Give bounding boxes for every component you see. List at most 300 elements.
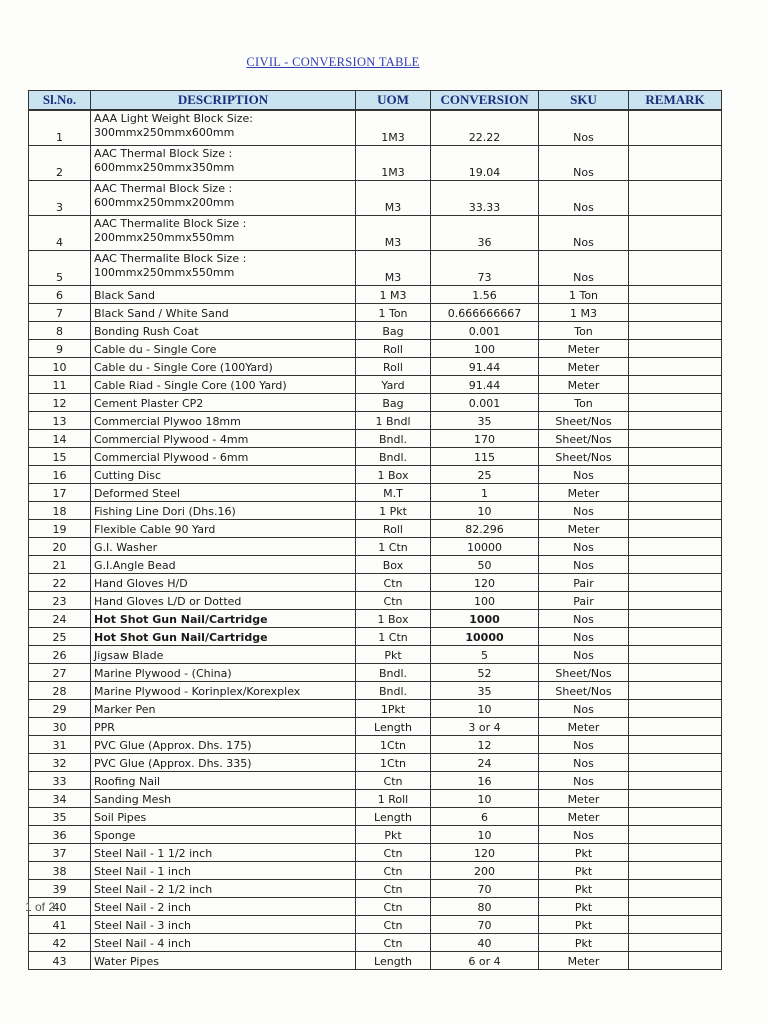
table-row [29,808,722,826]
cell-description [91,251,356,286]
cell-sku: 1 Ton [539,286,629,304]
cell-description [91,304,356,322]
cell-conversion: 22.22 [431,110,539,146]
cell-conversion: 1.56 [431,286,539,304]
description-line: AAC Thermalite Block Size : [94,252,247,265]
cell-conversion: 1000 [431,610,539,628]
description-line: Flexible Cable 90 Yard [94,523,216,537]
cell-conversion: 73 [431,251,539,286]
cell-sl-no: 23 [29,592,91,610]
cell-conversion: 91.44 [431,358,539,376]
cell-sl-no: 22 [29,574,91,592]
cell-sku: Pkt [539,844,629,862]
cell-sl-no: 31 [29,736,91,754]
cell-uom: M3 [356,181,431,216]
cell-sl-no: 14 [29,430,91,448]
cell-uom: Roll [356,340,431,358]
description-line: Marine Plywood - (China) [94,667,232,681]
page-number: 1 of 2 [25,900,56,914]
table-row [29,538,722,556]
cell-remark [629,251,722,286]
cell-remark [629,898,722,916]
description-line: Steel Nail - 2 inch [94,901,191,915]
cell-remark [629,556,722,574]
description-line: Cable du - Single Core (100Yard) [94,361,273,375]
cell-sl-no: 20 [29,538,91,556]
cell-description [91,448,356,466]
cell-sku: Meter [539,340,629,358]
description-line: AAC Thermal Block Size : [94,182,233,195]
cell-sl-no: 28 [29,682,91,700]
cell-uom: Pkt [356,646,431,664]
cell-uom: Length [356,952,431,970]
table-row [29,646,722,664]
cell-remark [629,790,722,808]
conversion-table [28,90,722,970]
cell-conversion: 200 [431,862,539,880]
cell-sku: Nos [539,556,629,574]
cell-remark [629,628,722,646]
cell-description [91,772,356,790]
cell-description [91,376,356,394]
cell-uom: 1 Bndl [356,412,431,430]
description-line: Cutting Disc [94,469,162,483]
cell-remark [629,952,722,970]
cell-description [91,736,356,754]
cell-sl-no: 16 [29,466,91,484]
table-row [29,520,722,538]
cell-conversion: 120 [431,574,539,592]
table-row [29,181,722,216]
description-line: Hand Gloves H/D [94,577,188,591]
table-row [29,664,722,682]
cell-conversion: 100 [431,592,539,610]
cell-sku: Sheet/Nos [539,412,629,430]
description-line: Commercial Plywood - 4mm [94,433,249,447]
cell-sku: Sheet/Nos [539,448,629,466]
cell-description [91,538,356,556]
cell-uom: M.T [356,484,431,502]
table-row [29,216,722,251]
cell-sku: Meter [539,358,629,376]
cell-sl-no: 6 [29,286,91,304]
cell-remark [629,538,722,556]
cell-remark [629,448,722,466]
cell-sl-no: 41 [29,916,91,934]
cell-remark [629,394,722,412]
cell-description [91,664,356,682]
cell-sku: Meter [539,718,629,736]
cell-uom: Ctn [356,862,431,880]
cell-uom: 1M3 [356,110,431,146]
cell-description [91,844,356,862]
cell-conversion: 50 [431,556,539,574]
document-title: CIVIL - CONVERSION TABLE [246,55,420,69]
cell-conversion: 25 [431,466,539,484]
cell-sl-no: 18 [29,502,91,520]
description-line: Deformed Steel [94,487,181,501]
cell-remark [629,646,722,664]
cell-sku: Meter [539,808,629,826]
cell-sku: Pkt [539,880,629,898]
cell-conversion: 19.04 [431,146,539,181]
cell-sku: Pair [539,574,629,592]
cell-remark [629,880,722,898]
cell-conversion: 6 or 4 [431,952,539,970]
description-line: Sanding Mesh [94,793,172,807]
cell-remark [629,916,722,934]
cell-sl-no: 29 [29,700,91,718]
cell-conversion: 12 [431,736,539,754]
description-line: Black Sand / White Sand [94,307,229,321]
cell-uom: 1 Ton [356,304,431,322]
table-row [29,376,722,394]
header-uom: UOM [356,91,431,111]
cell-conversion: 120 [431,844,539,862]
cell-remark [629,340,722,358]
description-line: Steel Nail - 3 inch [94,919,191,933]
cell-description [91,934,356,952]
cell-uom: Yard [356,376,431,394]
cell-uom: Roll [356,520,431,538]
description-line: Commercial Plywood - 6mm [94,451,249,465]
cell-sku: Pkt [539,934,629,952]
cell-sl-no: 17 [29,484,91,502]
cell-remark [629,146,722,181]
cell-uom: 1Pkt [356,700,431,718]
cell-sku: Sheet/Nos [539,664,629,682]
cell-sku: Nos [539,700,629,718]
cell-conversion: 0.666666667 [431,304,539,322]
cell-sl-no: 19 [29,520,91,538]
cell-uom: 1 Ctn [356,538,431,556]
header-description: DESCRIPTION [91,91,356,111]
table-row [29,952,722,970]
table-row [29,898,722,916]
cell-description [91,610,356,628]
cell-conversion: 10 [431,502,539,520]
cell-remark [629,862,722,880]
cell-description [91,502,356,520]
cell-sl-no: 4 [29,216,91,251]
cell-sku: Nos [539,251,629,286]
cell-uom: Length [356,808,431,826]
cell-sl-no: 1 [29,110,91,146]
description-line: Soil Pipes [94,811,147,825]
cell-description [91,430,356,448]
cell-sl-no: 12 [29,394,91,412]
cell-sku: Meter [539,952,629,970]
cell-uom: Bndl. [356,430,431,448]
cell-sku: 1 M3 [539,304,629,322]
table-row [29,592,722,610]
table-row [29,430,722,448]
cell-uom: 1 Roll [356,790,431,808]
cell-sl-no: 25 [29,628,91,646]
cell-uom: Ctn [356,898,431,916]
description-line: Cement Plaster CP2 [94,397,204,411]
cell-remark [629,700,722,718]
description-line: Cable Riad - Single Core (100 Yard) [94,379,287,393]
table-row [29,772,722,790]
cell-sl-no: 8 [29,322,91,340]
description-line: Hot Shot Gun Nail/Cartridge [94,613,268,627]
cell-sku: Ton [539,394,629,412]
cell-remark [629,934,722,952]
table-row [29,484,722,502]
table-row [29,790,722,808]
cell-sl-no: 30 [29,718,91,736]
cell-sku: Nos [539,146,629,181]
cell-description [91,952,356,970]
cell-description [91,682,356,700]
table-row [29,448,722,466]
cell-sku: Pkt [539,898,629,916]
cell-uom: Bag [356,322,431,340]
table-row [29,718,722,736]
cell-description [91,790,356,808]
description-line: Jigsaw Blade [94,649,164,663]
cell-uom: 1M3 [356,146,431,181]
cell-conversion: 10 [431,700,539,718]
description-line: PVC Glue (Approx. Dhs. 175) [94,739,252,753]
cell-uom: Ctn [356,844,431,862]
cell-description [91,181,356,216]
description-line: Water Pipes [94,955,159,969]
cell-uom: Bag [356,394,431,412]
cell-conversion: 36 [431,216,539,251]
table-row [29,574,722,592]
cell-description [91,146,356,181]
description-line: Cable du - Single Core [94,343,217,357]
cell-uom: M3 [356,216,431,251]
cell-description [91,646,356,664]
description-line: Hand Gloves L/D or Dotted [94,595,242,609]
cell-uom: 1 Ctn [356,628,431,646]
cell-sku: Nos [539,628,629,646]
cell-remark [629,808,722,826]
cell-conversion: 115 [431,448,539,466]
table-row [29,286,722,304]
cell-sku: Meter [539,520,629,538]
description-line: Fishing Line Dori (Dhs.16) [94,505,236,519]
cell-sl-no: 15 [29,448,91,466]
cell-description [91,898,356,916]
cell-conversion: 35 [431,682,539,700]
cell-sl-no: 37 [29,844,91,862]
cell-description [91,718,356,736]
table-header-row [29,91,722,111]
cell-conversion: 10000 [431,628,539,646]
table-row [29,110,722,146]
description-line: 300mmx250mmx600mm [94,126,235,140]
cell-sl-no: 26 [29,646,91,664]
cell-sl-no: 43 [29,952,91,970]
cell-conversion: 91.44 [431,376,539,394]
cell-description [91,520,356,538]
table-row [29,412,722,430]
cell-uom: Box [356,556,431,574]
cell-uom: Roll [356,358,431,376]
cell-sku: Nos [539,646,629,664]
description-line: Steel Nail - 4 inch [94,937,191,951]
cell-description [91,826,356,844]
cell-sl-no: 21 [29,556,91,574]
cell-conversion: 170 [431,430,539,448]
description-line: Black Sand [94,289,155,303]
cell-sl-no: 10 [29,358,91,376]
cell-conversion: 6 [431,808,539,826]
cell-sl-no: 36 [29,826,91,844]
description-line: 100mmx250mmx550mm [94,266,235,280]
cell-uom: 1Ctn [356,736,431,754]
table-row [29,251,722,286]
cell-description [91,754,356,772]
cell-remark [629,718,722,736]
cell-sl-no: 39 [29,880,91,898]
cell-conversion: 70 [431,916,539,934]
cell-sl-no: 40 [29,898,91,916]
cell-description [91,412,356,430]
cell-sku: Nos [539,502,629,520]
cell-sku: Nos [539,466,629,484]
table-row [29,934,722,952]
cell-conversion: 16 [431,772,539,790]
description-line: 200mmx250mmx550mm [94,231,235,245]
cell-remark [629,682,722,700]
cell-conversion: 0.001 [431,394,539,412]
table-row [29,322,722,340]
cell-sku: Meter [539,484,629,502]
cell-description [91,358,356,376]
cell-remark [629,181,722,216]
description-line: PVC Glue (Approx. Dhs. 335) [94,757,252,771]
cell-remark [629,574,722,592]
table-row [29,394,722,412]
cell-conversion: 5 [431,646,539,664]
cell-description [91,862,356,880]
cell-description [91,700,356,718]
table-body [29,110,722,970]
cell-uom: Length [356,718,431,736]
cell-conversion: 10 [431,826,539,844]
cell-sku: Sheet/Nos [539,682,629,700]
cell-conversion: 35 [431,412,539,430]
description-line: G.I. Washer [94,541,158,555]
cell-sku: Nos [539,538,629,556]
cell-uom: Ctn [356,772,431,790]
cell-description [91,808,356,826]
cell-uom: 1 Pkt [356,502,431,520]
cell-conversion: 33.33 [431,181,539,216]
cell-sku: Nos [539,216,629,251]
table-row [29,844,722,862]
cell-sl-no: 5 [29,251,91,286]
cell-remark [629,664,722,682]
cell-conversion: 3 or 4 [431,718,539,736]
table-row [29,826,722,844]
cell-uom: 1 M3 [356,286,431,304]
cell-description [91,286,356,304]
cell-remark [629,502,722,520]
description-line: Marker Pen [94,703,156,717]
cell-description [91,880,356,898]
cell-description [91,556,356,574]
cell-uom: 1 Box [356,610,431,628]
table-row [29,628,722,646]
cell-conversion: 80 [431,898,539,916]
cell-remark [629,430,722,448]
cell-conversion: 40 [431,934,539,952]
cell-uom: Ctn [356,916,431,934]
table-row [29,146,722,181]
cell-sku: Nos [539,754,629,772]
cell-conversion: 24 [431,754,539,772]
table-row [29,304,722,322]
table-row [29,556,722,574]
cell-sl-no: 11 [29,376,91,394]
cell-sku: Nos [539,826,629,844]
cell-conversion: 1 [431,484,539,502]
cell-sku: Pkt [539,916,629,934]
cell-sl-no: 7 [29,304,91,322]
cell-remark [629,110,722,146]
cell-uom: 1 Box [356,466,431,484]
cell-sl-no: 13 [29,412,91,430]
cell-uom: Pkt [356,826,431,844]
cell-remark [629,286,722,304]
table-row [29,736,722,754]
cell-sku: Pair [539,592,629,610]
cell-uom: M3 [356,251,431,286]
table-row [29,340,722,358]
description-line: AAA Light Weight Block Size: [94,112,253,125]
cell-description [91,916,356,934]
description-line: Hot Shot Gun Nail/Cartridge [94,631,268,645]
cell-description [91,110,356,146]
cell-sl-no: 9 [29,340,91,358]
table-row [29,466,722,484]
cell-uom: Bndl. [356,664,431,682]
table-row [29,610,722,628]
cell-sku: Pkt [539,862,629,880]
description-line: G.I.Angle Bead [94,559,176,573]
description-line: Commercial Plywoo 18mm [94,415,241,429]
table-row [29,682,722,700]
description-line: Roofing Nail [94,775,161,789]
cell-sku: Nos [539,736,629,754]
cell-sku: Meter [539,376,629,394]
cell-remark [629,216,722,251]
cell-description [91,592,356,610]
table-row [29,754,722,772]
description-line: Sponge [94,829,136,843]
cell-description [91,466,356,484]
cell-sku: Nos [539,110,629,146]
cell-remark [629,520,722,538]
cell-uom: Ctn [356,592,431,610]
header-conversion: CONVERSION [431,91,539,111]
cell-sl-no: 35 [29,808,91,826]
cell-sl-no: 2 [29,146,91,181]
cell-sl-no: 24 [29,610,91,628]
cell-remark [629,772,722,790]
cell-uom: Ctn [356,880,431,898]
table-row [29,880,722,898]
cell-sku: Nos [539,772,629,790]
cell-conversion: 10000 [431,538,539,556]
cell-sl-no: 34 [29,790,91,808]
